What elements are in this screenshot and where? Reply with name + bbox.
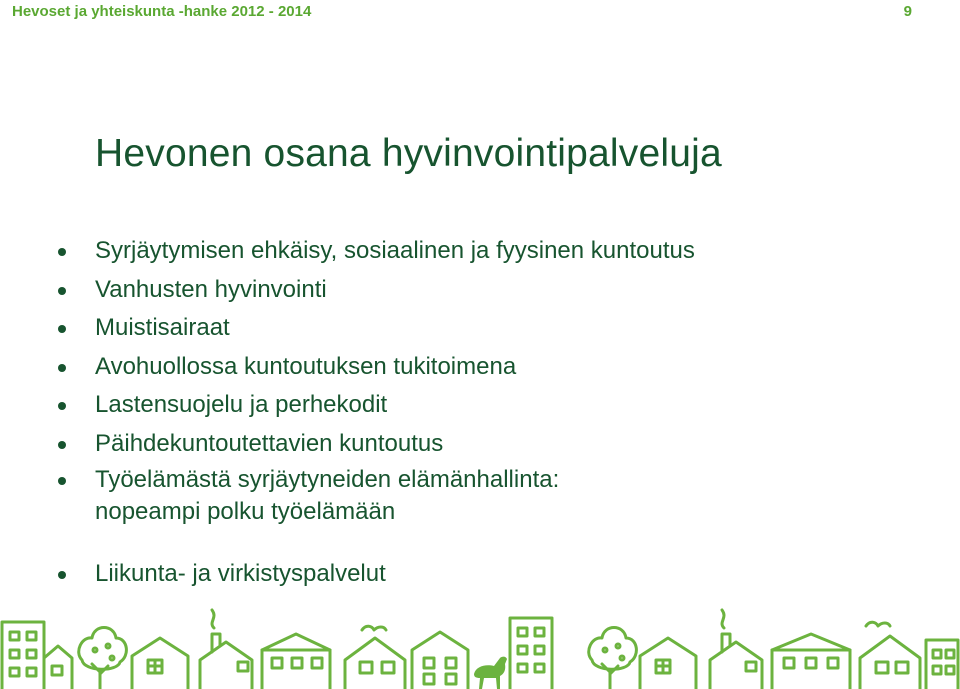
house-icon — [44, 646, 72, 689]
chimney-icon — [200, 610, 252, 689]
house-icon — [860, 636, 920, 689]
bullet-item — [58, 386, 918, 425]
bullet-dot-icon — [58, 441, 66, 449]
bullet-dot-icon — [58, 287, 66, 295]
bullet-text: Työelämästä syrjäytyneiden elämänhallinta: — [95, 466, 560, 493]
building-icon — [926, 640, 958, 689]
bird-icon — [362, 626, 386, 630]
bullet-text: Muistisairaat — [95, 314, 230, 341]
bullet-item — [58, 463, 918, 527]
tree-icon — [589, 628, 637, 689]
bullet-dot-icon — [58, 248, 66, 256]
house-icon — [412, 632, 468, 689]
bullet-dot-icon — [58, 364, 66, 372]
bullet-dot-icon — [58, 571, 66, 579]
house-icon — [345, 638, 405, 689]
building-icon — [772, 634, 850, 689]
bird-icon — [866, 622, 890, 626]
building-icon — [510, 618, 552, 689]
horse-icon — [474, 657, 507, 689]
bullet-item — [58, 555, 918, 594]
bullet-list — [58, 232, 918, 594]
chimney-icon — [710, 610, 762, 689]
bullet-dot-icon — [58, 402, 66, 410]
bullet-text: Lastensuojelu ja perhekodit — [95, 391, 388, 418]
bullet-dot-icon — [58, 477, 66, 485]
bullet-item — [58, 348, 918, 387]
tree-icon — [79, 628, 127, 689]
page-number: 9 — [903, 3, 912, 20]
bullet-text: Liikunta- ja virkistyspalvelut — [95, 560, 386, 587]
bullet-text: Avohuollossa kuntoutuksen tukitoimena — [95, 352, 517, 380]
bullet-text-continuation: nopeampi polku työelämään — [95, 498, 396, 525]
building-icon — [2, 622, 44, 689]
bullet-dot-icon — [58, 325, 66, 333]
bullet-text: Päihdekuntoutettavien kuntoutus — [95, 429, 444, 457]
building-icon — [262, 634, 330, 689]
slide-title: Hevonen osana hyvinvointipalveluja — [95, 132, 722, 175]
footer-illustration — [0, 600, 960, 689]
bullet-item — [58, 309, 918, 348]
house-icon — [132, 638, 188, 689]
bullet-item — [58, 425, 918, 464]
bullet-item — [58, 232, 918, 271]
house-icon — [640, 638, 696, 689]
project-name: Hevoset ja yhteiskunta -hanke 2012 - 2014 — [12, 3, 312, 20]
bullet-text: Syrjäytymisen ehkäisy, sosiaalinen ja fyysinen kuntoutus — [95, 237, 695, 264]
bullet-item — [58, 271, 918, 310]
bullet-text: Vanhusten hyvinvointi — [95, 275, 327, 303]
